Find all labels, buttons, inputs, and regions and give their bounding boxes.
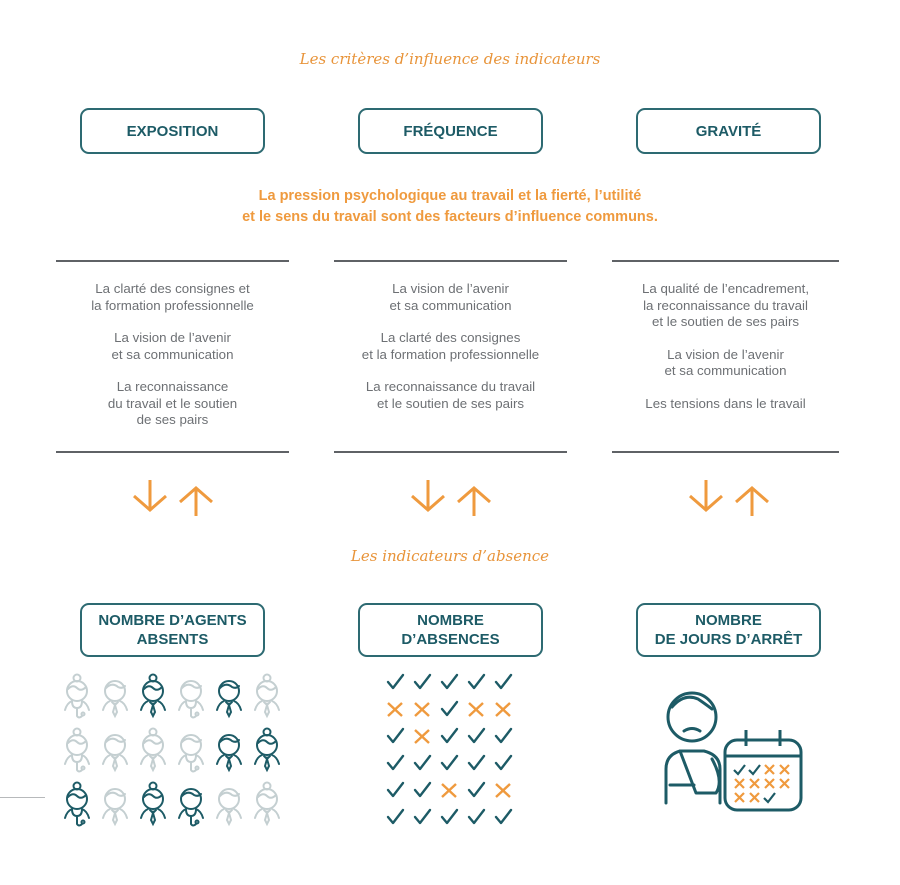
indicator-label-line1: NOMBRE bbox=[417, 612, 484, 629]
present-agent-icon bbox=[98, 672, 136, 726]
indicator-jours-arret bbox=[636, 603, 821, 657]
cross-icon bbox=[412, 699, 439, 726]
factor-line: du travail et le soutien bbox=[107, 395, 238, 411]
indicators-section-title: Les indicateurs d’absence bbox=[350, 547, 550, 565]
check-icon bbox=[439, 672, 466, 699]
factor-line: La clarté des consignes bbox=[380, 330, 521, 345]
criterion-exposition bbox=[80, 108, 265, 154]
indicator-label-line2: ABSENTS bbox=[136, 631, 209, 648]
absent-agent-icon bbox=[212, 672, 250, 726]
check-icon bbox=[466, 807, 493, 834]
check-icon bbox=[412, 672, 439, 699]
factor-item bbox=[56, 330, 289, 363]
indicator-agents-absents bbox=[80, 603, 265, 657]
check-icon bbox=[439, 699, 466, 726]
factor-line: La vision de l’avenir bbox=[114, 330, 231, 345]
arrows-down-up-icon bbox=[406, 478, 496, 518]
factor-line: la formation professionnelle bbox=[91, 297, 254, 313]
common-factors bbox=[0, 186, 900, 228]
cross-icon bbox=[493, 780, 520, 807]
factor-line: Les tensions dans le travail bbox=[645, 395, 806, 411]
arrows-down-up-icon bbox=[684, 478, 774, 518]
check-icon bbox=[493, 753, 520, 780]
divider bbox=[56, 451, 289, 453]
common-factors-line2: et le sens du travail sont des facteurs d’influence communs. bbox=[242, 209, 658, 225]
factor-line: et sa communication bbox=[664, 363, 787, 378]
calendar-icon bbox=[722, 728, 804, 814]
present-agent-icon bbox=[60, 726, 98, 780]
check-icon bbox=[466, 753, 493, 780]
factor-item bbox=[334, 281, 567, 314]
divider bbox=[612, 260, 839, 262]
check-icon bbox=[493, 726, 520, 753]
arrows-down-up-icon bbox=[128, 478, 218, 518]
check-icon bbox=[385, 753, 412, 780]
divider bbox=[612, 451, 839, 453]
factor-line: et sa communication bbox=[389, 297, 512, 313]
criterion-frequence bbox=[358, 108, 543, 154]
cross-icon bbox=[412, 726, 439, 753]
cross-icon bbox=[493, 699, 520, 726]
check-icon bbox=[412, 807, 439, 834]
absent-agent-icon bbox=[136, 780, 174, 834]
divider bbox=[334, 451, 567, 453]
absent-agent-icon bbox=[174, 780, 212, 834]
exposition-factors bbox=[56, 281, 289, 445]
check-icon bbox=[439, 807, 466, 834]
check-icon bbox=[466, 672, 493, 699]
cross-icon bbox=[466, 699, 493, 726]
factor-line: La vision de l’avenir bbox=[392, 281, 509, 296]
factor-line: et sa communication bbox=[111, 346, 234, 362]
present-agent-icon bbox=[98, 780, 136, 834]
factor-item bbox=[612, 347, 839, 380]
factor-line: et le soutien de ses pairs bbox=[651, 314, 800, 329]
factor-line: La reconnaissance bbox=[116, 379, 229, 394]
factor-item bbox=[56, 281, 289, 314]
check-icon bbox=[385, 807, 412, 834]
cross-icon bbox=[385, 699, 412, 726]
absent-agent-icon bbox=[212, 726, 250, 780]
present-agent-icon bbox=[174, 672, 212, 726]
gravite-factors bbox=[612, 281, 839, 428]
check-icon bbox=[439, 753, 466, 780]
frequence-factors bbox=[334, 281, 567, 428]
factor-line: La reconnaissance du travail bbox=[365, 379, 536, 394]
factor-line: et le soutien de ses pairs bbox=[376, 395, 525, 411]
factor-line: de ses pairs bbox=[136, 412, 209, 427]
absent-agent-icon bbox=[250, 726, 288, 780]
indicator-label-line1: NOMBRE bbox=[695, 612, 762, 629]
check-icon bbox=[466, 780, 493, 807]
check-icon bbox=[385, 780, 412, 807]
check-icon bbox=[493, 807, 520, 834]
criteria-section-title: Les critères d’influence des indicateurs bbox=[299, 50, 601, 68]
present-agent-icon bbox=[250, 780, 288, 834]
page-edge-line bbox=[0, 797, 45, 798]
common-factors-line1: La pression psychologique au travail et la fierté, l’utilité bbox=[258, 188, 642, 204]
indicator-nombre-absences bbox=[358, 603, 543, 657]
absent-agent-icon bbox=[60, 780, 98, 834]
present-agent-icon bbox=[98, 726, 136, 780]
criterion-label: EXPOSITION bbox=[126, 122, 219, 140]
absences-grid bbox=[385, 672, 520, 834]
present-agent-icon bbox=[60, 672, 98, 726]
factor-item bbox=[56, 379, 289, 429]
check-icon bbox=[493, 672, 520, 699]
indicator-label-line2: DE JOURS D’ARRÊT bbox=[654, 631, 803, 648]
divider bbox=[334, 260, 567, 262]
check-icon bbox=[385, 726, 412, 753]
agents-grid bbox=[60, 672, 290, 834]
cross-icon bbox=[439, 780, 466, 807]
present-agent-icon bbox=[136, 726, 174, 780]
factor-line: La clarté des consignes et bbox=[95, 281, 250, 296]
factor-line: et la formation professionnelle bbox=[361, 346, 540, 362]
criterion-label: FRÉQUENCE bbox=[403, 122, 498, 140]
present-agent-icon bbox=[250, 672, 288, 726]
absent-agent-icon bbox=[136, 672, 174, 726]
factor-line: la reconnaissance du travail bbox=[643, 297, 808, 313]
check-icon bbox=[385, 672, 412, 699]
factor-item bbox=[334, 379, 567, 412]
check-icon bbox=[412, 753, 439, 780]
present-agent-icon bbox=[212, 780, 250, 834]
check-icon bbox=[466, 726, 493, 753]
divider bbox=[56, 260, 289, 262]
check-icon bbox=[439, 726, 466, 753]
indicator-label-line1: NOMBRE D’AGENTS bbox=[98, 612, 247, 629]
factor-line: La qualité de l’encadrement, bbox=[641, 281, 810, 296]
check-icon bbox=[412, 780, 439, 807]
present-agent-icon bbox=[174, 726, 212, 780]
factor-line: La vision de l’avenir bbox=[667, 346, 784, 362]
factor-item bbox=[612, 396, 839, 413]
factor-item bbox=[334, 330, 567, 363]
criterion-label: GRAVITÉ bbox=[695, 122, 762, 140]
indicator-label-line2: D’ABSENCES bbox=[401, 631, 500, 648]
factor-item bbox=[612, 281, 839, 331]
criterion-gravite bbox=[636, 108, 821, 154]
